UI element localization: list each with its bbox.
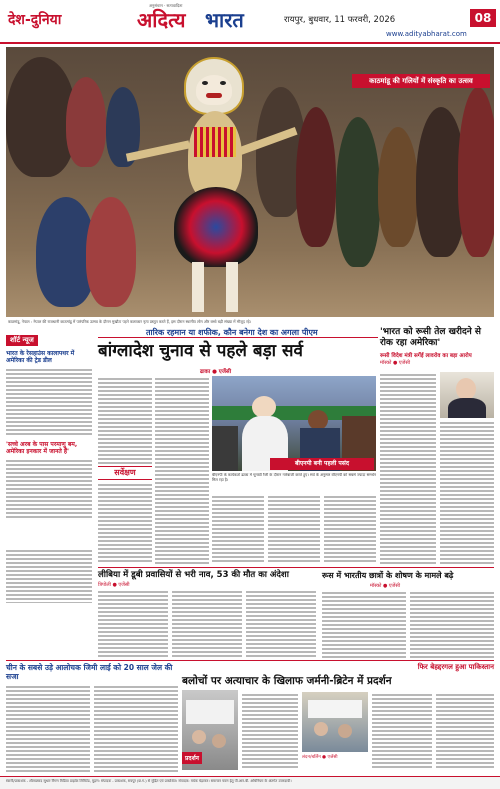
libya-body-2 <box>172 589 242 659</box>
china-headline: चीन के सबसे उड़े आलोचक जिमी लाई को 20 साल जेल की सजा <box>6 663 173 681</box>
baloch-protest-photo-2 <box>302 692 368 752</box>
logo-part-2: भारत <box>205 8 244 32</box>
main-body-col-3 <box>212 494 264 564</box>
tagline: अनुसंधान · सत्यवादिता <box>149 3 183 8</box>
baloch-tag: प्रदर्शन <box>182 752 202 764</box>
website-url[interactable]: www.adityabharat.com <box>386 30 467 38</box>
short-news-body-2 <box>6 458 92 518</box>
page-number: 08 <box>470 9 496 27</box>
russia-oil-story <box>380 327 494 366</box>
libya-headline: लीबिया में डूबी प्रवासियों से भरी नाव, 53 की मौत का अंदेशा <box>98 570 289 580</box>
main-photo-caption: बीएनपी बनी पहली पसंद <box>270 458 374 470</box>
short-news-title-2: 'सच्चे अरब के पास परमाणु बम, अमेरिका इनकार में जानते हैं' <box>6 441 78 455</box>
bottom-rule-2 <box>6 660 494 661</box>
russia-students-headline: रूस में भारतीय छात्रों के शोषण के मामले बढ़े <box>322 571 454 580</box>
main-body-col-1b <box>98 482 152 564</box>
main-body-col-4 <box>268 494 320 564</box>
section-title: देश-दुनिया <box>8 12 62 28</box>
bangladesh-rally-photo <box>212 376 376 471</box>
lavrov-photo <box>440 372 494 418</box>
dateline: रायपुर, बुधवार, 11 फरवरी, 2026 <box>284 15 396 25</box>
russia-oil-subhead: रूसी विदेश मंत्री सर्गेई लावरोव का बड़ा आरोप <box>380 353 472 359</box>
short-news-title-1: भारत के रेसहाउंस कालापथर में अमेरिका की ट्रेड डील <box>6 350 75 364</box>
russia-oil-body-2 <box>440 420 494 564</box>
short-news-box <box>6 327 92 518</box>
russia-students-body-1 <box>322 590 406 658</box>
baloch-headline: बलोचों पर अत्याचार के खिलाफ जर्मनी-ब्रिटेन में प्रदर्शन <box>182 675 392 687</box>
china-story <box>6 548 92 603</box>
main-byline: ढाका ● एजेंसी <box>200 369 232 375</box>
russia-oil-headline: 'भारत को रूसी तेल खरीदने से रोक रहा अमेरिका' <box>380 327 482 348</box>
short-news-body-1 <box>6 367 92 437</box>
main-body-col-2 <box>155 376 209 564</box>
libya-byline: त्रिपोली ● एजेंसी <box>98 582 130 588</box>
logo-part-1: अदित्य <box>137 8 186 32</box>
baloch-body-2 <box>372 692 432 770</box>
footer-imprint: स्वामी/प्रकाशक - शीलप्रसाद सुधार रिंगण मिडिया प्राइवेट लिमिटेड, मुद्रण: संपादक - प्रकाशक, रायपुर (छ.ग.) से मुद्रित एवं प्रकाशित। संपादक: मयंक चंद्राकर। समाचार चयन हेतु पी.आर.बी. अधिनियम के अंतर्गत उत्तरदायी। <box>6 779 292 783</box>
main-headline: बांग्लादेश चुनाव से पहले बड़ा सर्व <box>98 341 303 361</box>
russia-students-body-2 <box>410 590 494 658</box>
main-body-col-1a <box>98 376 152 464</box>
photo-caption: काठमांडू, नेपाल : नेपाल की राजधानी काठमांडू में पारंपरिक उत्सव के दौरान मुखौटा पहने कलाकार नृत्य प्रस्तुत करते हैं, इस दौरान स्थानीय लोग और बच्चे बड़ी संख्या में मौजूद रहे। <box>8 319 252 324</box>
china-body-1 <box>6 684 90 772</box>
bottom-rule <box>98 567 494 568</box>
baloch-body-1 <box>242 692 298 770</box>
pull-label: सर्वेक्षण <box>98 466 152 480</box>
russia-oil-body-1 <box>380 372 436 564</box>
kicker-rule <box>98 337 378 338</box>
china-body-2 <box>94 684 178 772</box>
main-body-col-5 <box>324 494 376 564</box>
main-kicker: तारिक रहमान या शफीक, कौन बनेगा देश का अगला पीएम <box>146 328 318 337</box>
russia-students-byline: मॉस्को ● एजेंसी <box>370 583 401 589</box>
libya-body-3 <box>246 589 316 659</box>
russia-oil-byline: मॉस्को ● एजेंसी <box>380 360 411 366</box>
china-body-top <box>6 548 92 603</box>
short-news-label: शॉर्ट न्यूज <box>6 335 38 346</box>
main-photo-desc: बीएनपी के कार्यकर्ता ढाका में चुनावी रैली के दौरान नारेबाजी करते हुए। सर्वे के अनुसार बीएनपी को सबसे ज्यादा समर्थन मिल रहा है। <box>212 473 376 482</box>
pakistan-strike-headline: फिर बेहद्दरगल हुआ पाकिस्तान <box>417 663 494 671</box>
baloch-body-3 <box>436 692 494 770</box>
libya-body-1 <box>98 589 168 659</box>
baloch-byline: लंदन/बर्लिन ● एजेंसी <box>302 755 338 760</box>
photo-ribbon: काठमांडू की गलियों में संस्कृति का उत्सव <box>352 74 490 88</box>
